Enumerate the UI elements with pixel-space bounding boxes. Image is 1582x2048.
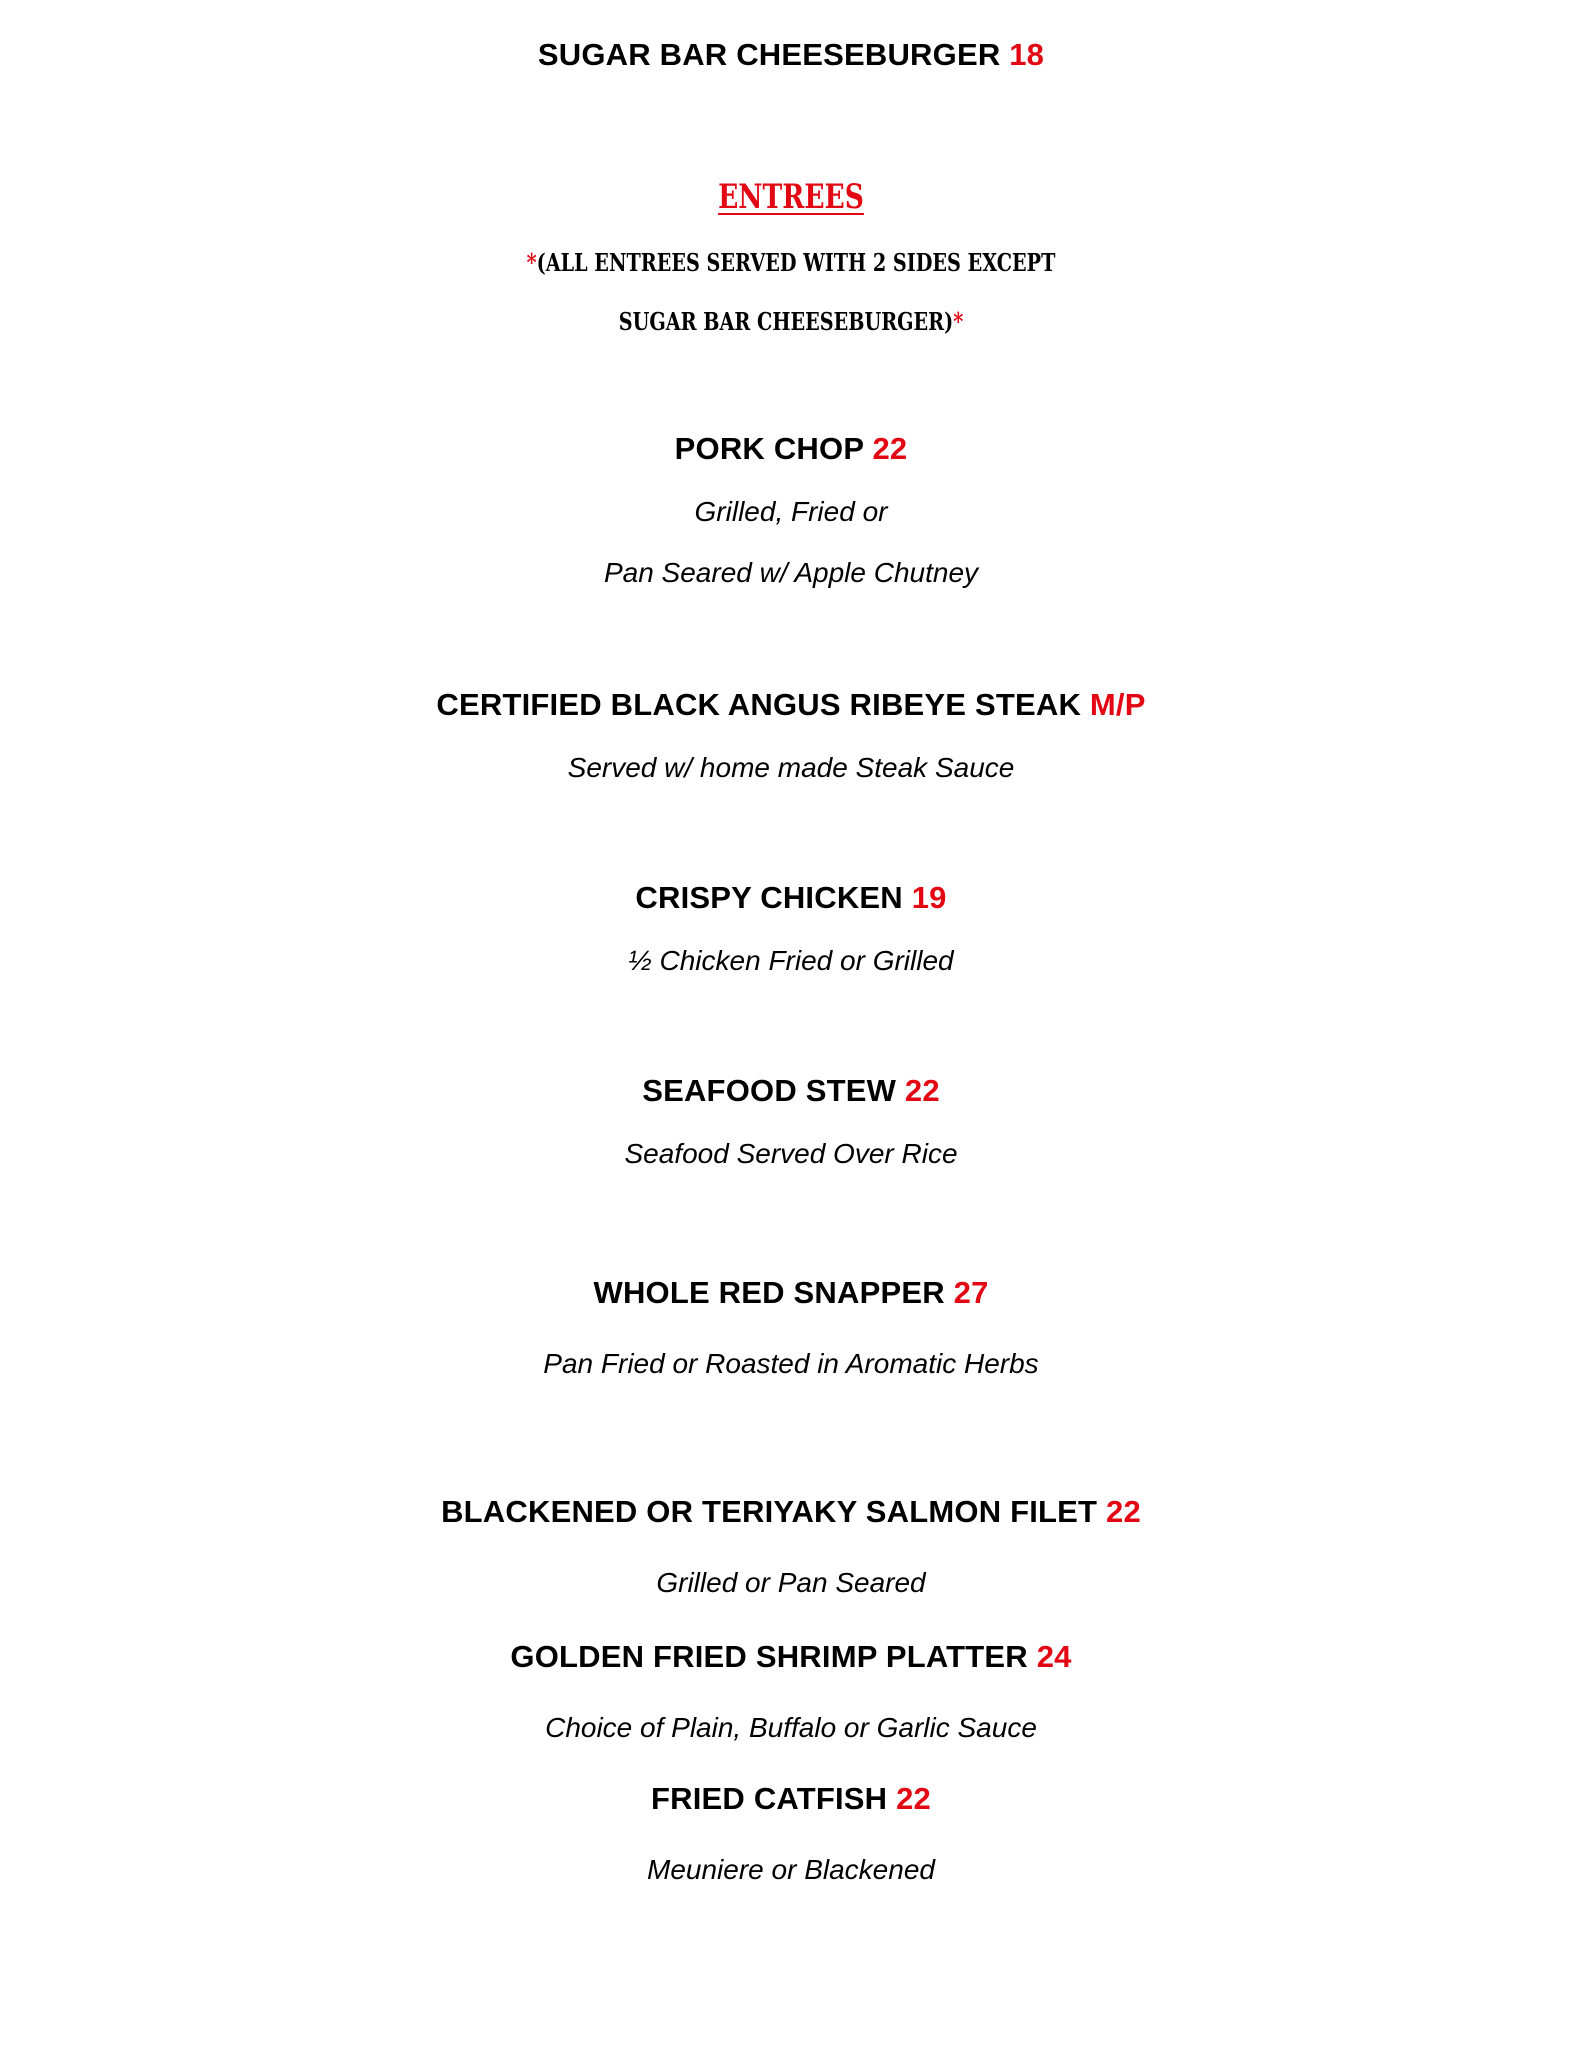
item-description: Grilled or Pan Seared xyxy=(656,1567,926,1598)
item-price: M/P xyxy=(1089,687,1146,722)
menu-item-sugar-bar-cheeseburger xyxy=(0,35,1582,75)
menu-item-salmon-filet xyxy=(0,1492,1582,1532)
menu-item-crispy-chicken xyxy=(0,878,1582,918)
section-note-line-2 xyxy=(158,306,1424,338)
menu-item-shrimp-platter xyxy=(0,1637,1582,1677)
item-price: 18 xyxy=(1009,37,1045,72)
item-price: 27 xyxy=(953,1275,989,1310)
item-description: Meuniere or Blackened xyxy=(647,1854,935,1885)
note-text: (ALL ENTREES SERVED WITH 2 SIDES EXCEPT xyxy=(536,248,1056,277)
item-price: 24 xyxy=(1036,1639,1072,1674)
item-description: Pan Fried or Roasted in Aromatic Herbs xyxy=(543,1348,1039,1379)
item-description: Choice of Plain, Buffalo or Garlic Sauce xyxy=(545,1712,1037,1743)
item-description: Pan Seared w/ Apple Chutney xyxy=(603,557,979,588)
item-price: 19 xyxy=(911,880,947,915)
menu-item-whole-red-snapper xyxy=(0,1273,1582,1313)
item-description: Seafood Served Over Rice xyxy=(624,1138,958,1169)
item-name: WHOLE RED SNAPPER xyxy=(593,1275,954,1310)
item-description: ½ Chicken Fried or Grilled xyxy=(628,945,954,976)
item-name: CERTIFIED BLACK ANGUS RIBEYE STEAK xyxy=(436,687,1090,722)
item-description: Grilled, Fried or xyxy=(694,496,888,527)
item-description: Served w/ home made Steak Sauce xyxy=(567,752,1015,783)
item-name: BLACKENED OR TERIYAKY SALMON FILET xyxy=(441,1494,1107,1529)
item-name: SEAFOOD STEW xyxy=(642,1073,905,1108)
section-heading-entrees: ENTREES xyxy=(718,177,864,217)
menu-item-fried-catfish xyxy=(0,1779,1582,1819)
item-price: 22 xyxy=(1106,1494,1141,1529)
menu-item-pork-chop xyxy=(0,429,1582,469)
menu-item-ribeye-steak xyxy=(0,685,1582,725)
item-price: 22 xyxy=(904,1073,940,1108)
item-price: 22 xyxy=(896,1781,931,1816)
item-price: 22 xyxy=(872,431,908,466)
note-text: SUGAR BAR CHEESEBURGER) xyxy=(618,307,954,336)
item-name: SUGAR BAR CHEESEBURGER xyxy=(537,37,1010,72)
item-name: FRIED CATFISH xyxy=(651,1781,897,1816)
note-asterisk: * xyxy=(953,307,964,336)
menu-item-seafood-stew xyxy=(0,1071,1582,1111)
item-name: PORK CHOP xyxy=(674,431,873,466)
section-note-line-1 xyxy=(158,247,1424,279)
note-asterisk: * xyxy=(526,248,537,277)
item-name: GOLDEN FRIED SHRIMP PLATTER xyxy=(510,1639,1037,1674)
item-name: CRISPY CHICKEN xyxy=(635,880,912,915)
